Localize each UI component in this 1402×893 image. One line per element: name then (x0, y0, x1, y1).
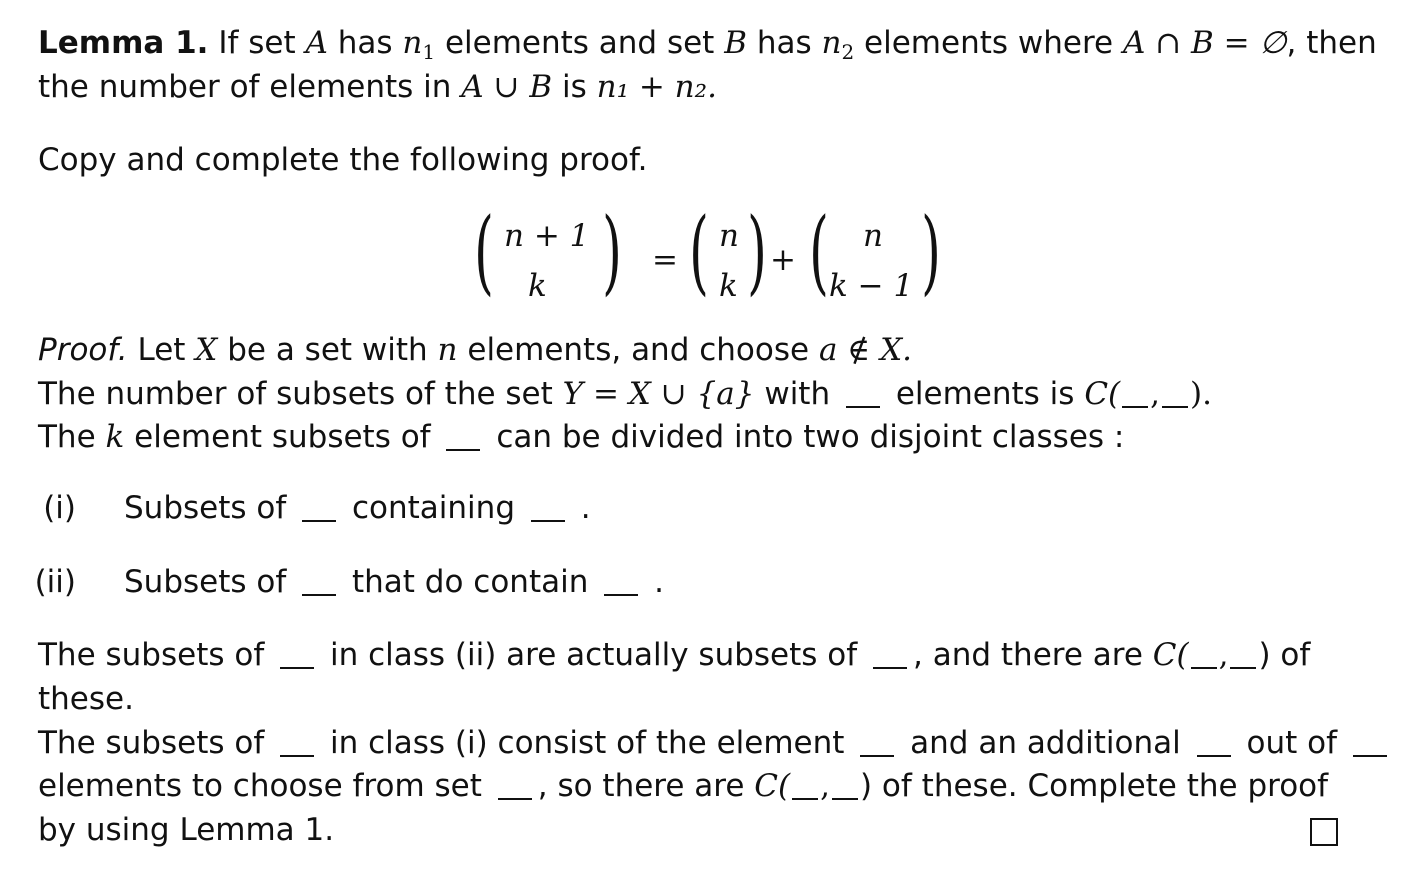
math-n1-base: n (402, 25, 423, 61)
item-text (124, 490, 591, 526)
proof-line-1 (38, 332, 913, 368)
item-label: (i) (43, 490, 76, 526)
lemma-text: the number of elements in (38, 69, 452, 105)
binomial-top: n (719, 218, 739, 254)
proof-text: The subsets of (38, 725, 265, 761)
blank (792, 797, 818, 800)
proof-text: containing (351, 490, 515, 526)
binomial-lhs (474, 198, 624, 306)
proof-text: ) of (1258, 637, 1311, 673)
binomial-bottom: k − 1 (829, 268, 914, 304)
math-union: A ∪ B (461, 69, 553, 105)
binomial-bottom: k (528, 268, 547, 304)
math-y-definition: Y = X ∪ {a} (562, 376, 755, 412)
proof-text: The (38, 419, 96, 455)
proof-text: Let (137, 332, 186, 368)
math-n2 (821, 25, 855, 64)
lemma-text: has (756, 25, 812, 61)
proof-text: The subsets of (38, 637, 265, 673)
lemma-text: elements and set (444, 25, 715, 61)
proof-text: Subsets of (124, 564, 287, 600)
proof-line-3 (38, 419, 1125, 455)
blank (873, 666, 907, 669)
lemma-line-2 (38, 69, 717, 105)
blank (498, 797, 532, 800)
blank (860, 754, 894, 757)
proof-text: , and there are (913, 637, 1143, 673)
binomial-term-2 (809, 198, 941, 306)
binomial-bottom: k (719, 268, 738, 304)
blank (280, 666, 314, 669)
proof-line-2 (38, 376, 1212, 412)
blank (280, 754, 314, 757)
proof-label: Proof. (38, 332, 128, 368)
item-label: (ii) (34, 564, 76, 600)
blank (531, 519, 565, 522)
right-paren: ) (921, 198, 941, 305)
left-paren: ( (809, 198, 829, 305)
proof-text: in class (ii) are actually subsets of (329, 637, 858, 673)
blank (446, 448, 480, 451)
period: . (654, 564, 664, 600)
math-n1 (402, 25, 436, 64)
equals-sign: = (652, 242, 678, 278)
math-set-b: B (724, 25, 747, 61)
proof-text: be a set with (227, 332, 428, 368)
blank (846, 405, 880, 408)
proof-text: out of (1246, 725, 1338, 761)
lemma-text: is (561, 69, 587, 105)
comma: , (820, 768, 830, 804)
blank (1230, 666, 1256, 669)
comma: , (1218, 637, 1229, 673)
proof-text: element subsets of (134, 419, 431, 455)
close-paren: ). (1190, 376, 1212, 412)
math-sum: n₁ + n₂. (596, 69, 717, 105)
blank (1191, 666, 1217, 669)
lemma-line-1 (38, 25, 1377, 64)
math-set-x: X (195, 332, 218, 368)
left-paren: ( (689, 198, 709, 305)
math-a-not-in-x: a ∉ X. (818, 332, 913, 368)
math-intersection: A ∩ B = ∅ (1122, 25, 1287, 61)
math-n: n (437, 332, 458, 368)
comma: , (1150, 376, 1160, 412)
math-c: C( (754, 768, 791, 804)
blank (1122, 405, 1148, 408)
paragraph-2-line-3: by using Lemma 1. (38, 812, 335, 848)
plus-sign: + (770, 242, 796, 278)
math-set-a: A (305, 25, 328, 61)
left-paren: ( (474, 198, 494, 305)
binomial-term-1 (689, 198, 779, 306)
blank (604, 593, 638, 596)
proof-text: , so there are (537, 768, 745, 804)
blank (1353, 754, 1387, 757)
proof-text: elements is (895, 376, 1075, 412)
lemma-text: If set (218, 25, 296, 61)
blank (1162, 405, 1188, 408)
math-n2-base: n (821, 25, 842, 61)
proof-text: can be divided into two disjoint classes : (496, 419, 1125, 455)
lemma-text: , then (1286, 25, 1377, 61)
paragraph-2-line-1 (38, 725, 1393, 761)
proof-text: elements to choose from set (38, 768, 482, 804)
math-n2-sub: 2 (841, 40, 855, 64)
blank (302, 519, 336, 522)
binomial-top: n + 1 (504, 218, 590, 254)
blank (1197, 754, 1231, 757)
lemma-text: elements where (864, 25, 1114, 61)
blank (832, 797, 858, 800)
binomial-top: n (863, 218, 883, 254)
math-k: k (105, 419, 125, 455)
item-text (124, 564, 664, 600)
proof-text: ) of these. Complete the proof (859, 768, 1329, 804)
lemma-label: Lemma 1. (38, 25, 209, 61)
instruction: Copy and complete the following proof. (38, 142, 648, 178)
proof-text: in class (i) consist of the element (329, 725, 845, 761)
proof-text: that do contain (351, 564, 589, 600)
math-c: C( (1084, 376, 1121, 412)
proof-text: The number of subsets of the set (38, 376, 553, 412)
proof-text: Subsets of (124, 490, 287, 526)
paragraph-2-line-2 (38, 768, 1329, 804)
qed-square-icon (1310, 818, 1338, 846)
right-paren: ) (747, 198, 767, 305)
paragraph-1-line-1 (38, 637, 1311, 673)
proof-text: and an additional (910, 725, 1181, 761)
paragraph-1-line-2: these. (38, 681, 134, 717)
lemma-text: has (337, 25, 393, 61)
proof-text: with (764, 376, 831, 412)
math-c: C( (1152, 637, 1189, 673)
math-n1-sub: 1 (422, 40, 436, 64)
period: . (580, 490, 591, 526)
blank (302, 593, 336, 596)
right-paren: ) (602, 198, 622, 305)
proof-text: elements, and choose (467, 332, 810, 368)
